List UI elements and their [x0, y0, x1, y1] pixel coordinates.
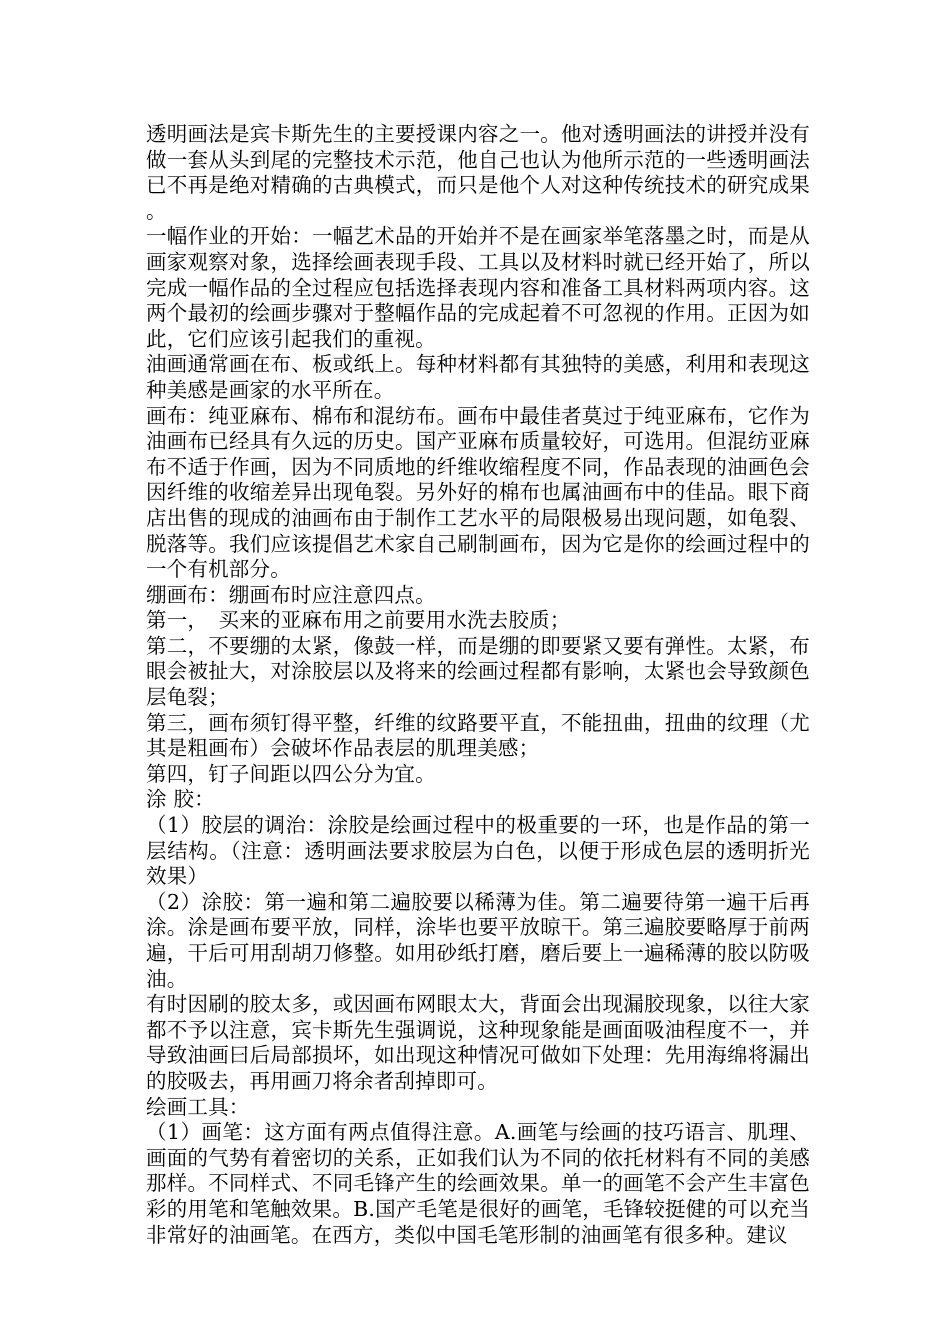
- paragraph-glue-leakage: 有时因刷的胶太多，或因画布网眼太大，背面会出现漏胶现象，以往大家都不予以注意，宾卡斯先生强调说，这种现象能是画面吸油程度不一，并导致油画曰后局部损坏，如出现这种情况可做如下处理：先用海绵将漏出的胶吸去，再用画刀将余者刮掉即可。: [146, 992, 810, 1093]
- paragraph-tools-heading: 绘画工具：: [146, 1094, 250, 1119]
- paragraph-sizing-heading: 涂 胶：: [146, 787, 215, 812]
- paragraph-materials: 油画通常画在布、板或纸上。每种材料都有其独特的美感，利用和表现这种美感是画家的水平所在。: [146, 352, 810, 402]
- paragraph-canvas: 画布：纯亚麻布、棉布和混纺布。画布中最佳者莫过于纯亚麻布，它作为油画布已经具有久远的历史。国产亚麻布质量较好，可选用。但混纺亚麻布不适于作画，因为不同质地的纤维收缩程度不同，作品表现的油画色会因纤维的收缩差异出现龟裂。另外好的棉布也属油画布中的佳品。眼下商店出售的现成的油画布由于制作工艺水平的局限极易出现问题，如龟裂、脱落等。我们应该提倡艺术家自己刷制画布，因为它是你的绘画过程中的一个有机部分。: [146, 403, 810, 582]
- paragraph-stretching-point-2: 第二，不要绷的太紧，像鼓一样，而是绷的即要紧又要有弹性。太紧，布眼会被扯大，对涂胶层以及将来的绘画过程都有影响，太紧也会导致颜色层龟裂；: [146, 633, 810, 710]
- paragraph-start-of-work: 一幅作业的开始：一幅艺术品的开始并不是在画家举笔落墨之时，而是从画家观察对象，选择绘画表现手段、工具以及材料时就已经开始了，所以完成一幅作品的全过程应包括选择表现内容和准备工具材料两项内容。这两个最初的绘画步骤对于整幅作品的完成起着不可忽视的作用。正因为如此，它们应该引起我们的重视。: [146, 224, 810, 351]
- document-page: [146, 122, 810, 1248]
- paragraph-stretching-heading: 绷画布：绷画布时应注意四点。: [146, 582, 436, 607]
- paragraph-sizing-application: （2）涂胶：第一遍和第二遍胶要以稀薄为佳。第二遍要待第一遍干后再涂。涂是画布要平放，同样，涂毕也要平放晾干。第三遍胶要略厚于前两遍，干后可用刮胡刀修整。如用砂纸打磨，磨后要上一遍稀薄的胶以防吸油。: [146, 889, 810, 991]
- paragraph-brushes: （1）画笔：这方面有两点值得注意。A.画笔与绘画的技巧语言、肌理、画面的气势有着密切的关系，正如我们认为不同的依托材料有不同的美感那样。不同样式、不同毛锋产生的绘画效果。单一的画笔不会产生丰富色彩的用笔和笔触效果。B.国产毛笔是很好的画笔，毛锋较挺健的可以充当非常好的油画笔。在西方，类似中国毛笔形制的油画笔有很多种。建议: [146, 1120, 810, 1247]
- paragraph-stretching-point-3: 第三，画布须钉得平整，纤维的纹路要平直，不能扭曲，扭曲的纹理（尤其是粗画布）会破坏作品表层的肌理美感；: [146, 710, 810, 761]
- paragraph-stretching-point-4: 第四，钉子间距以四公分为宜。: [146, 761, 436, 786]
- paragraph-intro: 透明画法是宾卡斯先生的主要授课内容之一。他对透明画法的讲授并没有做一套从头到尾的完整技术示范，他自己也认为他所示范的一些透明画法已不再是绝对精确的古典模式，而只是他个人对这种传统技术的研究成果。: [146, 122, 810, 223]
- paragraph-stretching-point-1: 第一， 买来的亚麻布用之前要用水洗去胶质；: [146, 608, 571, 633]
- paragraph-sizing-preparation: （1）胶层的调治：涂胶是绘画过程中的极重要的一环，也是作品的第一层结构。（注意：透明画法要求胶层为白色，以便于形成色层的透明折光效果）: [146, 813, 810, 889]
